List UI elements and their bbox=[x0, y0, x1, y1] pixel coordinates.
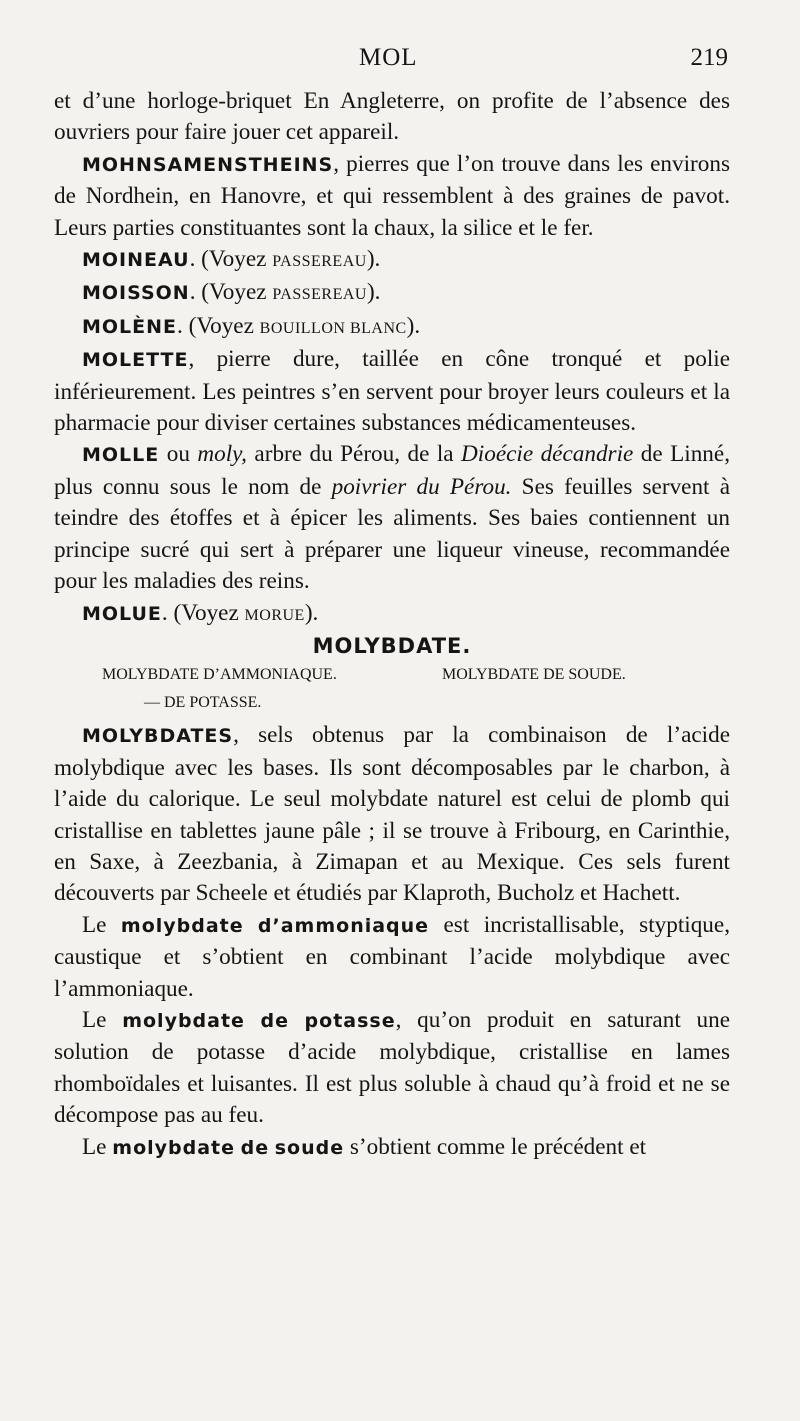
entry-text: Le bbox=[82, 1006, 123, 1033]
paragraph-continuation: et d’une horloge-briquet En Angleterre, on profite de l’absence des ouvriers pour faire jouer cet appareil. bbox=[54, 88, 730, 146]
headword: MOHNSAMENSTHEINS bbox=[82, 153, 334, 176]
entry-text: , pierres que l’on trouve dans les environs de Nordhein, en Hanovre, et qui ressemblent à des graines de pavot. Leurs parties constituantes sont la chaux, la silice et le fer. bbox=[54, 150, 730, 241]
entry-text: est incristallisable, styptique, caustique et s’obtient en combinant l’acide molybdique avec l’ammoniaque. bbox=[54, 911, 730, 1002]
entry-molybdates bbox=[54, 720, 730, 909]
italic-term: moly, bbox=[197, 441, 247, 468]
entry-molene bbox=[54, 311, 730, 344]
bold-term: molybdate de potasse bbox=[122, 1009, 396, 1032]
page-number: 219 bbox=[690, 44, 728, 71]
cross-reference: MORUE bbox=[244, 606, 305, 624]
bold-term: molybdate de soude bbox=[112, 1136, 345, 1159]
entry-text: . (Voyez bbox=[161, 599, 245, 626]
italic-term: Dioécie décandrie bbox=[461, 441, 634, 468]
entry-text: ). bbox=[366, 246, 381, 273]
entry-text: ). bbox=[406, 312, 421, 339]
entry-molybdate-potasse bbox=[54, 1005, 730, 1132]
entry-text: Le bbox=[82, 1133, 113, 1160]
entry-text: . (Voyez bbox=[177, 312, 260, 339]
entry-text: , sels obtenus par la combinaison de l’acide molybdique avec les bases. Ils sont décomposables par le charbon, à l’aide du calorique. Le seul molybdate naturel est celui de plomb qui cristallise en tablettes jaune pâle ; il se trouve à Fribourg, en Carinthie, en Saxe, à Zeezbania, à Zimapan et au Mexique. Ces sels furent découverts par Scheele et étudiés par Klaproth, Bucholz et Hachett. bbox=[54, 722, 730, 907]
entry-molle bbox=[54, 439, 730, 597]
entry-moineau bbox=[54, 244, 730, 277]
page-header bbox=[54, 44, 728, 80]
entry-text: ou bbox=[159, 441, 198, 468]
entry-text: ). bbox=[304, 599, 319, 626]
running-head: MOL bbox=[359, 44, 418, 71]
entry-text: s’obtient comme le précédent et bbox=[344, 1133, 647, 1160]
cross-reference: MOLYBDATE D’AMMONIAQUE. bbox=[102, 666, 337, 684]
italic-term: poivrier du Pérou. bbox=[331, 473, 512, 500]
entry-text: , pierre dure, taillée en cône tronqué et polie inférieurement. Les peintres s’en servent pour broyer leurs couleurs et la pharmacie pour diviser certaines substances médicamenteuses. bbox=[54, 346, 730, 437]
cross-reference-list bbox=[54, 662, 730, 720]
cross-reference: PASSEREAU bbox=[272, 253, 367, 271]
entry-text: . (Voyez bbox=[189, 279, 273, 306]
cross-reference: — DE POTASSE. bbox=[144, 694, 262, 712]
entry-text: ). bbox=[366, 279, 381, 306]
entry-moisson bbox=[54, 277, 730, 310]
entry-mohnsamensteins bbox=[54, 149, 730, 244]
page-body bbox=[54, 86, 730, 1164]
entry-molue bbox=[54, 598, 730, 631]
entry-molybdate-ammoniaque bbox=[54, 910, 730, 1005]
bold-term: molybdate d’ammoniaque bbox=[120, 914, 430, 937]
headword: MOLÈNE bbox=[82, 315, 178, 338]
entry-text: de Linné, plus connu sous le nom de bbox=[54, 441, 730, 500]
entry-molette bbox=[54, 344, 730, 439]
entry-text: . (Voyez bbox=[189, 246, 273, 273]
entry-text: arbre du Pérou, de la bbox=[246, 441, 462, 468]
entry-text: Le bbox=[82, 911, 121, 938]
headword: MOLUE bbox=[82, 602, 162, 625]
headword: MOISSON bbox=[82, 282, 190, 305]
headword: MOLETTE bbox=[82, 349, 189, 372]
entry-text: , qu’on produit en saturant une solution de potasse d’acide molybdique, cristallise en lames rhomboïdales et luisantes. Il est plus soluble à chaud qu’à froid et ne se décompose pas au feu. bbox=[54, 1006, 730, 1129]
entry-molybdate-soude bbox=[54, 1132, 730, 1164]
cross-reference: BOUILLON BLANC bbox=[259, 319, 407, 337]
cross-reference: PASSEREAU bbox=[272, 286, 367, 304]
cross-reference: MOLYBDATE DE SOUDE. bbox=[442, 666, 626, 684]
section-title-text: MOLYBDATE. bbox=[312, 633, 472, 658]
section-title bbox=[54, 631, 730, 662]
headword: MOLYBDATES bbox=[82, 725, 234, 748]
headword: MOINEAU bbox=[82, 249, 190, 272]
headword: MOLLE bbox=[82, 444, 160, 467]
entry-text: Ses feuilles servent à teindre des étoffes et à épicer les aliments. Ses baies contiennent un principe sucré qui sert à préparer une liqueur vineuse, recommandée pour les maladies des reins. bbox=[54, 473, 730, 595]
